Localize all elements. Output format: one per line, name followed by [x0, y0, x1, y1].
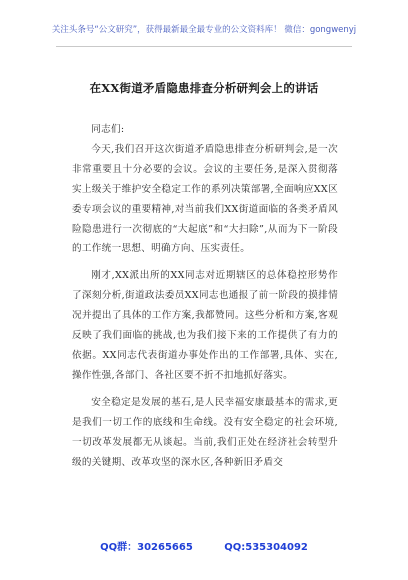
document-title: 在XX街道矛盾隐患排查分析研判会上的讲话 — [89, 81, 319, 95]
paragraph-1: 今天,我们召开这次街道矛盾隐患排查分析研判会,是一次非常重要且十分必要的会议。会议的主要任务,是深入贯彻落实上级关于维护安全稳定工作的系列决策部署,全面响应XX区委专项会议的重要精神,对当前我们XX街道面临的各类矛盾风险隐患进行一次彻底的“大起底”和“大扫除”,从而为下一阶段的工作统一思想、明确方向、压实责任。 — [72, 143, 338, 255]
header-banner: 关注头条号“公文研究”，获得最新最全最专业的公文资料库！ 微信：gongwenyj — [51, 25, 357, 35]
footer-contact — [0, 538, 408, 553]
footer-qq-number: QQ:535304092 — [224, 542, 308, 553]
paragraph-2: 刚才,XX派出所的XX同志对近期辖区的总体稳控形势作了深刻分析,街道政法委员XX同志也通报了前一阶段的摸排情况并提出了具体的工作方案,我都赞同。这些分析和方案,客观反映了我们面临的挑战,也为我们接下来的工作提供了有力的依据。XX同志代表街道办事处作出的工作部署,具体、实在,操作性强,各部门、各社区要不折不扣地抓好落实。 — [72, 270, 338, 381]
document-body — [72, 120, 338, 479]
greeting: 同志们: — [91, 124, 125, 135]
footer-qq-group: QQ群：30265665 — [100, 542, 193, 553]
paragraph-3: 安全稳定是发展的基石,是人民幸福安康最基本的需求,更是我们一切工作的底线和生命线。没有安全稳定的社会环境,一切改革发展都无从谈起。当前,我们正处在经济社会转型升级的关键期、改革攻坚的深水区,各种新旧矛盾交 — [72, 396, 338, 468]
header-divider — [56, 46, 352, 47]
